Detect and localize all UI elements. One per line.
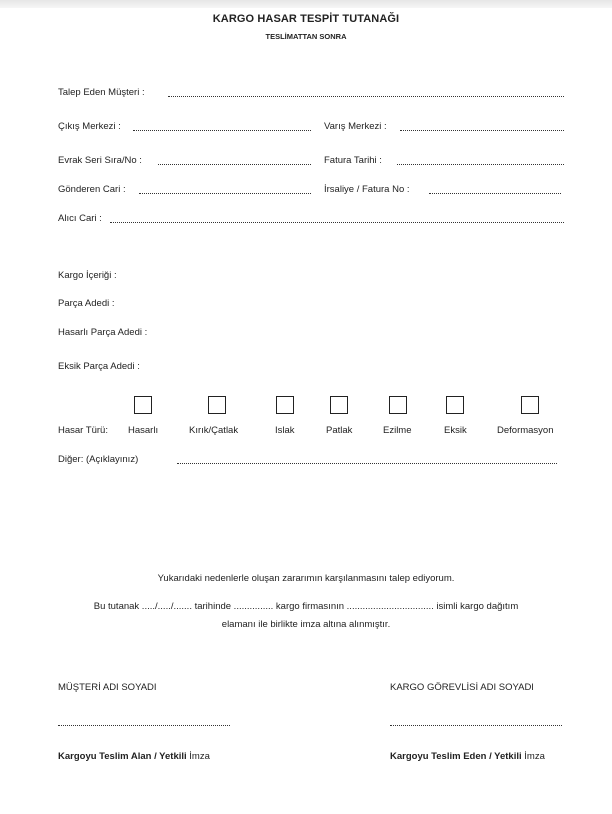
varis-merkezi-label: Varış Merkezi : <box>324 121 387 132</box>
checkbox-ezilme[interactable] <box>389 396 407 414</box>
cikis-merkezi-field[interactable] <box>133 122 311 131</box>
kargo-gorevlisi-heading: KARGO GÖREVLİSİ ADI SOYADI <box>390 682 534 693</box>
varis-merkezi-field[interactable] <box>400 122 564 131</box>
gorevli-caption-imza: İmza <box>524 751 545 762</box>
option-hasarli-label: Hasarlı <box>128 425 159 436</box>
irsaliye-label: İrsaliye / Fatura No : <box>324 184 410 195</box>
parca-adedi-label: Parça Adedi : <box>58 298 115 309</box>
irsaliye-field[interactable] <box>429 185 561 194</box>
statement-line-2: Bu tutanak ...../...../....... tarihinde ............... kargo firmasının ................................. isimli kargo dağıtım <box>93 601 519 612</box>
option-islak-label: Islak <box>275 425 295 436</box>
checkbox-patlak[interactable] <box>330 396 348 414</box>
checkbox-islak[interactable] <box>276 396 294 414</box>
musteri-signature-caption <box>58 751 210 762</box>
window-top-edge <box>0 0 612 8</box>
hasarli-parca-label: Hasarlı Parça Adedi : <box>58 327 148 338</box>
document-title: KARGO HASAR TESPİT TUTANAĞI <box>212 13 400 25</box>
option-deformasyon-label: Deformasyon <box>497 425 554 436</box>
musteri-signature-line[interactable] <box>58 717 230 726</box>
checkbox-deformasyon[interactable] <box>521 396 539 414</box>
talep-eden-musteri-field[interactable] <box>168 88 564 97</box>
hasar-turu-label: Hasar Türü: <box>58 425 108 436</box>
eksik-parca-label: Eksik Parça Adedi : <box>58 361 140 372</box>
checkbox-hasarli[interactable] <box>134 396 152 414</box>
alici-cari-label: Alıcı Cari : <box>58 213 102 224</box>
kargo-icerigi-label: Kargo İçeriği : <box>58 270 117 281</box>
evrak-seri-field[interactable] <box>158 156 311 165</box>
gonderen-cari-field[interactable] <box>139 185 311 194</box>
gorevli-signature-caption <box>390 751 545 762</box>
option-kirik-catlak-label: Kırık/Çatlak <box>189 425 239 436</box>
gorevli-caption-bold: Kargoyu Teslim Eden / Yetkili <box>390 751 525 762</box>
diger-label: Diğer: (Açıklayınız) <box>58 454 139 465</box>
musteri-caption-imza: İmza <box>189 751 210 762</box>
fatura-tarihi-field[interactable] <box>397 156 564 165</box>
fatura-tarihi-label: Fatura Tarihi : <box>324 155 382 166</box>
document-subtitle: TESLİMATTAN SONRA <box>265 32 347 41</box>
musteri-caption-bold: Kargoyu Teslim Alan / Yetkili <box>58 751 190 762</box>
evrak-seri-label: Evrak Seri Sıra/No : <box>58 155 142 166</box>
diger-field[interactable] <box>177 455 557 464</box>
option-patlak-label: Patlak <box>326 425 353 436</box>
checkbox-eksik[interactable] <box>446 396 464 414</box>
gonderen-cari-label: Gönderen Cari : <box>58 184 126 195</box>
musteri-adi-soyadi-heading: MÜŞTERİ ADI SOYADI <box>58 682 157 693</box>
option-ezilme-label: Ezilme <box>383 425 412 436</box>
cikis-merkezi-label: Çıkış Merkezi : <box>58 121 121 132</box>
alici-cari-field[interactable] <box>110 214 564 223</box>
gorevli-signature-line[interactable] <box>390 717 562 726</box>
option-eksik-label: Eksik <box>444 425 467 436</box>
statement-line-1: Yukarıdaki nedenlerle oluşan zararımın karşılanmasını talep ediyorum. <box>157 573 455 584</box>
checkbox-kirik-catlak[interactable] <box>208 396 226 414</box>
statement-line-3: elamanı ile birlikte imza altına alınmıştır. <box>221 619 391 630</box>
talep-eden-musteri-label: Talep Eden Müşteri : <box>58 87 145 98</box>
